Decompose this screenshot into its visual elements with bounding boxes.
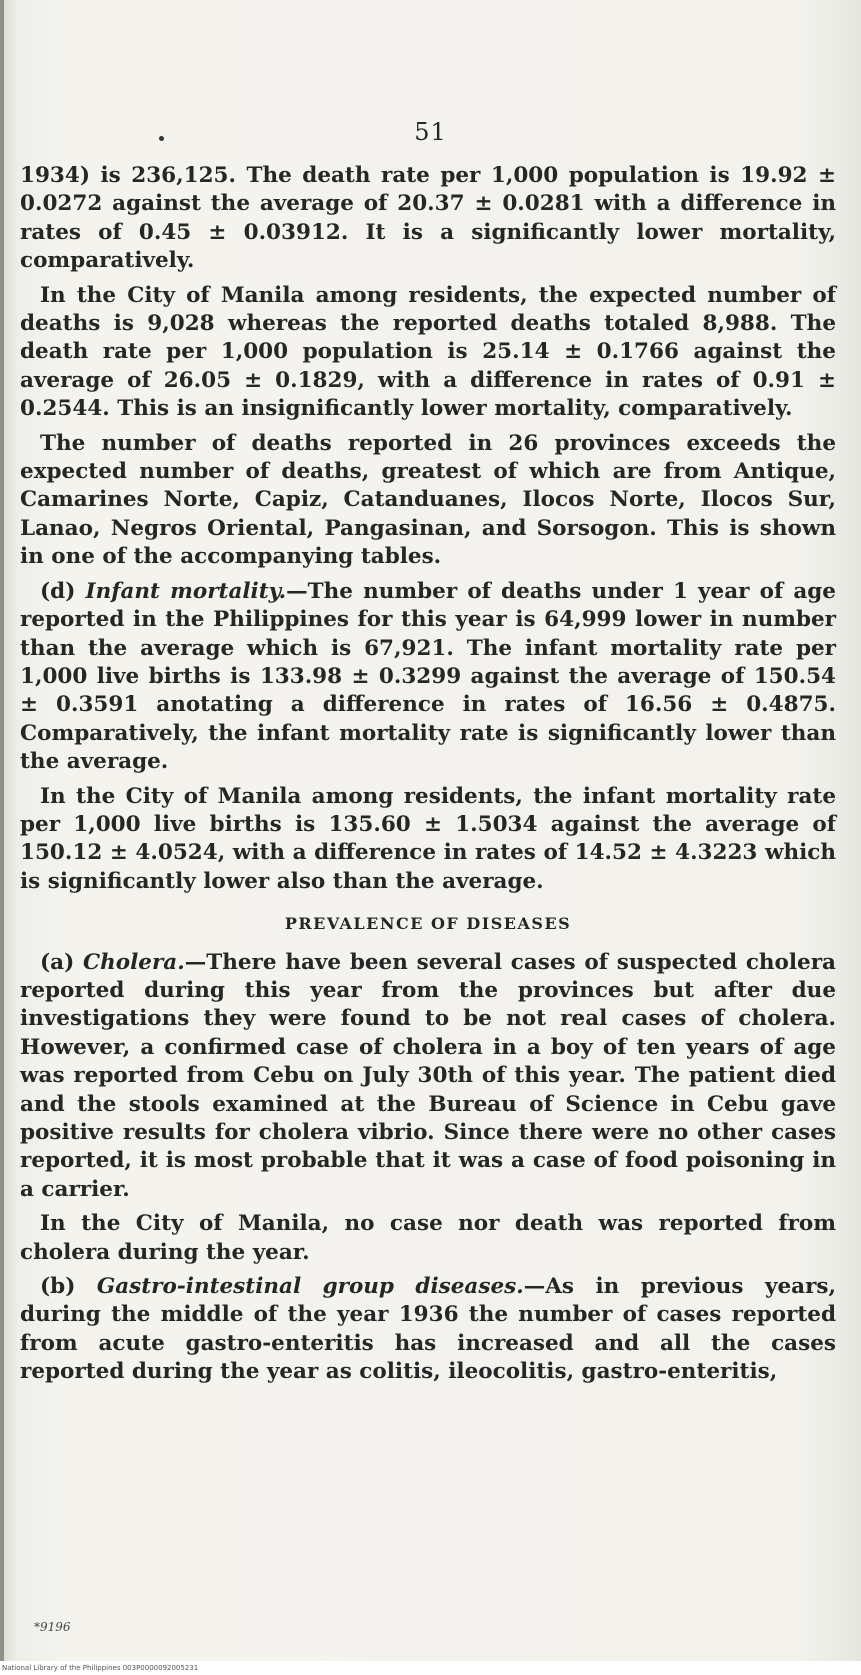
paragraph-cholera	[20, 949, 836, 1205]
paragraph-provinces: The number of deaths reported in 26 provinces exceeds the expected number of deaths, greatest of which are from Antique, Camarines Norte, Capiz, Catanduanes, Ilocos Norte, Ilocos Sur, Lanao, Negros Oriental, Pangasinan, and Sorsogon. This is shown in one of the accompanying tables.	[20, 430, 836, 570]
page-number: 51	[414, 118, 447, 146]
paragraph-manila-infant: In the City of Manila among residents, the infant mortality rate per 1,000 live births is 135.60 ± 1.5034 against the average of 150.12 ± 4.0524, with a difference in rates of 14.52 ± 4.3223 which is significantly lower also than the average.	[20, 783, 836, 894]
gastro-label: (b)	[40, 1274, 97, 1300]
cholera-title: Cholera.	[83, 949, 185, 975]
paragraph-manila-deaths: In the City of Manila among residents, the expected number of deaths is 9,028 whereas the reported deaths totaled 8,988. The death rate per 1,000 population is 25.14 ± 0.1766 against the average of 26.05 ± 0.1829, with a difference in rates of 0.91 ± 0.2544. This is an insignificantly lower mortality, comparatively.	[20, 282, 836, 422]
section-heading: PREVALENCE OF DISEASES	[284, 914, 572, 934]
infant-label: (d)	[40, 578, 86, 604]
infant-title: Infant mortality.	[85, 578, 287, 604]
body-text	[20, 162, 836, 1393]
paragraph-manila-cholera: In the City of Manila, no case nor death was reported from cholera during the year.	[20, 1211, 836, 1265]
gastro-title: Gastro-intestinal group diseases.	[96, 1274, 524, 1300]
printer-mark: *9196	[34, 1620, 71, 1634]
paragraph-infant-mortality	[20, 578, 836, 777]
cholera-label: (a)	[40, 949, 84, 975]
paragraph-gastro	[20, 1273, 836, 1387]
library-footer: National Library of the Philippines 003P0000092005231	[0, 1661, 861, 1675]
cholera-text: —There have been several cases of suspected cholera reported during this year from the provinces but after due investigations they were found to be not real cases of cholera. However, a confirmed case of cholera in a boy of ten years of age was reported from Cebu on July 30th of this year. The patient died and the stools examined at the Bureau of Science in Cebu gave positive results for cholera vibrio. Since there were no other cases reported, it is most probable that it was a case of food poisoning in a carrier.	[20, 949, 836, 1202]
infant-text: —The number of deaths under 1 year of age reported in the Philippines for this year is 64,999 lower in number than the average which is 67,921. The infant mortality rate per 1,000 live births is 133.98 ± 0.3299 against the average of 150.54 ± 0.3591 anotating a difference in rates of 16.56 ± 0.4875. Comparatively, the infant mortality rate is significantly lower than the average.	[20, 578, 836, 775]
page-edge-shadow	[0, 0, 4, 1675]
gastro-text: —As in previous years, during the middle of the year 1936 the number of cases reported from acute gastro-enteritis has increased and all the cases reported during the year as colitis, ileocolitis, gastro-enteritis,	[20, 1274, 836, 1385]
paragraph-death-rate: 1934) is 236,125. The death rate per 1,000 population is 19.92 ± 0.0272 against the average of 20.37 ± 0.0281 with a difference in rates of 0.45 ± 0.03912. It is a significantly lower mortality, comparatively.	[20, 163, 836, 274]
